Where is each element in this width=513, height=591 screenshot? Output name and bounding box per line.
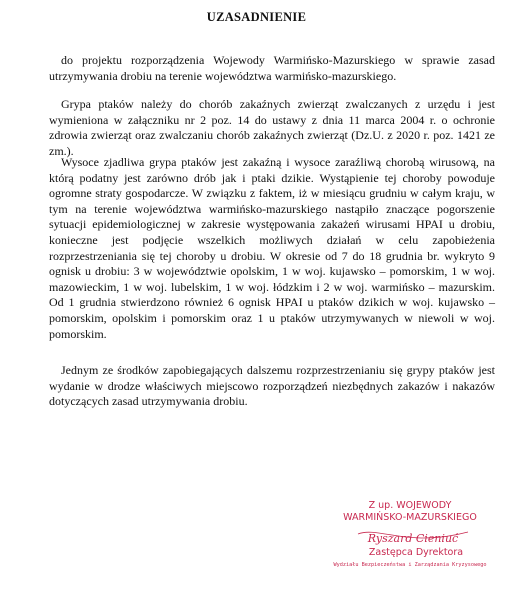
stamp-department: Wydziału Bezpieczeństwa i Zarządzania Kryzysowego bbox=[333, 562, 487, 568]
document-title: UZASADNIENIE bbox=[206, 10, 307, 24]
paragraph-legal-basis-text: Grypa ptaków należy do chorób zakaźnych zwierząt zwalczanych z urzędu i jest wymieniona w załączniku nr 2 poz. 14 do ustawy z dnia 11 marca 2004 r. o ochronie zdrowia zwierząt oraz zwalczaniu chorób zakaźnych zwierząt (Dz.U. z 2020 r. poz. 1421 ze zm.). bbox=[49, 97, 495, 158]
paragraph-epidemiology bbox=[49, 155, 495, 342]
paragraph-measures-text: Jednym ze środków zapobiegających dalszemu rozprzestrzenianiu się grypy ptaków jest wydanie w drodze właściwych miejscowo rozporządzeń niezbędnych zakazów i nakazów dotyczących zasad utrzymywania drobiu. bbox=[49, 363, 495, 409]
stamp-graphic bbox=[318, 498, 498, 588]
paragraph-measures bbox=[49, 363, 495, 410]
paragraph-intro bbox=[49, 53, 495, 84]
paragraph-legal-basis bbox=[49, 97, 495, 159]
official-stamp bbox=[318, 498, 498, 588]
paragraph-intro-text: do projektu rozporządzenia Wojewody Warmińsko-Mazurskiego w sprawie zasad utrzymywania drobiu na terenie województwa warmińsko-mazurskiego. bbox=[49, 53, 495, 83]
stamp-signature: Ryszard Cieniuć bbox=[367, 532, 459, 545]
stamp-role: Zastępca Dyrektora bbox=[368, 547, 464, 558]
paragraph-epidemiology-text: Wysoce zjadliwa grypa ptaków jest zakaźną i wysoce zaraźliwą chorobą wirusową, na którą podatny jest zarówno drób jak i ptaki dzikie. Wystąpienie tej choroby powoduje ogromne straty gospodarcze. W związku z faktem, iż w miesiącu grudniu w całym kraju, w tym na terenie województwa warmińsko-mazurskiego nastąpiło znaczące pogorszenie sytuacji epidemiologicznej w zakresie występowania zakażeń wirusami HPAI u drobiu, konieczne jest podjęcie wszelkich możliwych działań w celu zapobieżenia rozprzestrzeniania się tej choroby u drobiu. W okresie od 7 do 18 grudnia br. wykryto 9 ognisk u drobiu: 3 w województwie opolskim, 1 w woj. kujawsko – pomorskim, 1 w woj. mazowieckim, 1 w woj. lubelskim, 1 w woj. łódzkim i 2 w woj. warmińsko – mazurskim. Od 1 grudnia stwierdzono również 6 ognisk HPAI u ptaków dzikich w woj. kujawsko – pomorskim, opolskim i pomorskim oraz 1 u ptaków utrzymywanych w niewoli w woj. pomorskim. bbox=[49, 155, 495, 341]
stamp-line-2: WARMIŃSKO-MAZURSKIEGO bbox=[343, 512, 477, 523]
stamp-line-1: Z up. WOJEWODY bbox=[368, 500, 452, 511]
